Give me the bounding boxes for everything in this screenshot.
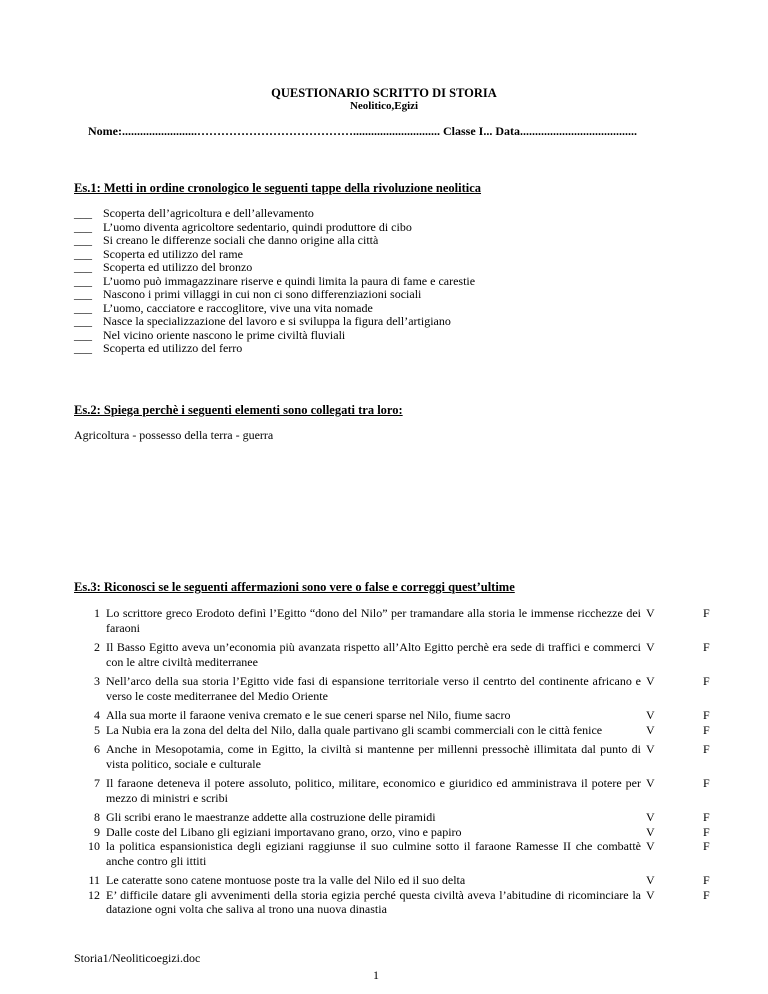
statement-number: 8: [94, 810, 100, 824]
footer-filename: Storia1/Neoliticoegizi.doc: [74, 951, 201, 965]
answer-blank[interactable]: ___: [74, 314, 92, 328]
ordering-item-text: L’uomo, cacciatore e raccoglitore, vive una vita nomade: [103, 300, 373, 315]
statement-row: [78, 810, 710, 868]
answer-blank[interactable]: ___: [74, 260, 92, 274]
ordering-item: [74, 261, 475, 275]
answer-blank[interactable]: ___: [74, 233, 92, 247]
document-subtitle: Neolitico,Egizi: [349, 100, 419, 112]
exercise-1-list: [74, 207, 475, 356]
statement-text: Dalle coste del Libano gli egiziani importavano grano, orzo, vino e papiro: [106, 824, 462, 839]
statement-number: 3: [94, 674, 100, 688]
statement-number: 4: [94, 708, 100, 722]
statement-row: [78, 776, 710, 805]
ordering-item: [74, 234, 475, 248]
statement-text: Il faraone deteneva il potere assoluto, politico, militare, economico e giuridico ed amministrava il potere per mezzo di ministri e scribi: [106, 776, 641, 805]
statement-text: Nell’arco della sua storia l’Egitto vide fasi di espansione territoriale verso il centrto del continente africano e verso le coste mediterranee del Medio Oriente: [106, 674, 641, 703]
false-option[interactable]: F: [703, 722, 710, 737]
exercise-2-heading: Es.2: Spiega perchè i seguenti elementi sono collegati tra loro:: [74, 403, 403, 417]
ordering-item-text: Scoperta dell’agricoltura e dell’allevamento: [103, 206, 314, 220]
page-number: 1: [373, 968, 379, 982]
true-option[interactable]: V: [646, 873, 655, 887]
statement-text: La Nubia era la zona del delta del Nilo, dalla quale partivano gli scambi commerciali con le città fenice: [106, 722, 603, 737]
false-option[interactable]: F: [703, 810, 710, 824]
ordering-item: [74, 329, 475, 343]
ordering-item: [74, 221, 475, 235]
ordering-item-text: L’uomo diventa agricoltore sedentario, quindi produttore di cibo: [103, 219, 412, 234]
statement-text: Gli scribi erano le maestranze addette alla costruzione delle piramidi: [106, 810, 436, 824]
document-title: QUESTIONARIO SCRITTO DI STORIA: [271, 86, 497, 100]
false-option[interactable]: F: [703, 708, 710, 722]
statement-text: la politica espansionistica degli egiziani raggiunse il suo culmine sotto il faraone Ramesse II che combattè anche contro gli ittiti: [106, 839, 641, 868]
false-option[interactable]: F: [703, 674, 710, 688]
statement-number: 9: [94, 824, 100, 839]
true-option[interactable]: V: [646, 708, 655, 722]
answer-blank[interactable]: ___: [74, 327, 92, 342]
answer-blank[interactable]: ___: [74, 300, 92, 315]
ordering-item-text: Nascono i primi villaggi in cui non ci sono differenziazioni sociali: [103, 287, 422, 301]
false-option[interactable]: F: [703, 873, 710, 887]
statement-text: Lo scrittore greco Erodoto definì l’Egitto “dono del Nilo” per tramandare alla storia le immense ricchezze dei faraoni: [106, 606, 641, 635]
student-info-line: Nome:.........................…………………………………............................. Classe I... Data.......................................: [88, 124, 637, 138]
true-option[interactable]: V: [646, 674, 655, 688]
answer-blank[interactable]: ___: [74, 287, 92, 301]
exercise-3-heading: Es.3: Riconosci se le seguenti affermazioni sono vere o false e correggi quest’ultime: [74, 580, 515, 594]
statement-text: Alla sua morte il faraone veniva cremato e le sue ceneri sparse nel Nilo, fiume sacro: [106, 708, 511, 722]
true-option[interactable]: V: [646, 824, 655, 839]
true-option[interactable]: V: [646, 606, 655, 620]
ordering-item-text: Scoperta ed utilizzo del bronzo: [103, 260, 253, 274]
statement-number: 6: [94, 742, 100, 756]
true-option[interactable]: V: [646, 742, 655, 756]
ordering-item-text: Si creano le differenze sociali che danno origine alla città: [103, 233, 379, 247]
answer-blank[interactable]: ___: [74, 341, 92, 355]
exercise-2-prompt: Agricoltura - possesso della terra - guerra: [74, 428, 274, 442]
true-option[interactable]: V: [646, 722, 655, 737]
ordering-item-text: Nel vicino oriente nascono le prime civiltà fluviali: [103, 327, 346, 342]
ordering-item: [74, 342, 475, 356]
ordering-item: [74, 302, 475, 316]
statement-row: [78, 640, 710, 669]
statement-row: [78, 742, 710, 771]
false-option[interactable]: F: [703, 640, 710, 654]
ordering-item: [74, 248, 475, 262]
statement-number: 12: [88, 887, 100, 902]
true-option[interactable]: V: [646, 839, 655, 853]
statement-number: 11: [88, 873, 100, 887]
answer-blank[interactable]: ___: [74, 206, 92, 220]
true-option[interactable]: V: [646, 810, 655, 824]
ordering-item: [74, 315, 475, 329]
statement-text: E’ difficile datare gli avvenimenti della storia egizia perché questa civiltà aveva l’abitudine di ricominciare la datazione ogni volta che saliva al trono una nuova dinastia: [106, 887, 641, 916]
statement-number: 5: [94, 722, 100, 737]
false-option[interactable]: F: [703, 776, 710, 790]
false-option[interactable]: F: [703, 839, 710, 853]
statement-text: Le cateratte sono catene montuose poste tra la valle del Nilo ed il suo delta: [106, 873, 466, 887]
ordering-item: [74, 288, 475, 302]
false-option[interactable]: F: [703, 824, 710, 839]
exercise-1-heading: Es.1: Metti in ordine cronologico le seguenti tappe della rivoluzione neolitica: [74, 181, 482, 195]
statement-number: 10: [88, 839, 100, 853]
ordering-item-text: L’uomo può immagazzinare riserve e quindi limita la paura di fame e carestie: [103, 273, 476, 288]
false-option[interactable]: F: [703, 742, 710, 756]
statement-number: 2: [94, 640, 100, 654]
statement-row: [78, 873, 710, 917]
answer-blank[interactable]: ___: [74, 273, 92, 288]
answer-blank[interactable]: ___: [74, 219, 92, 234]
statement-row: [78, 606, 710, 635]
answer-blank[interactable]: ___: [74, 246, 92, 261]
statement-row: [78, 674, 710, 703]
statement-text: Il Basso Egitto aveva un’economia più avanzata rispetto all’Alto Egitto perchè era sede di traffici e commerci con le altre civiltà mediterranee: [106, 640, 641, 669]
false-option[interactable]: F: [703, 606, 710, 620]
true-option[interactable]: V: [646, 887, 655, 902]
true-false-table: [78, 606, 710, 917]
statement-text: Anche in Mesopotamia, come in Egitto, la civiltà si mantenne per millenni pressochè illimitata dal punto di vista politico, sociale e culturale: [106, 742, 641, 771]
true-option[interactable]: V: [646, 776, 655, 790]
ordering-item: [74, 275, 475, 289]
true-option[interactable]: V: [646, 640, 655, 654]
statement-number: 7: [94, 776, 100, 790]
ordering-item-text: Nasce la specializzazione del lavoro e si sviluppa la figura dell’artigiano: [103, 314, 451, 328]
ordering-item-text: Scoperta ed utilizzo del ferro: [103, 341, 243, 355]
ordering-item-text: Scoperta ed utilizzo del rame: [103, 246, 243, 261]
statement-number: 1: [94, 606, 100, 620]
statement-row: [78, 708, 710, 737]
false-option[interactable]: F: [703, 887, 710, 902]
ordering-item: [74, 207, 475, 221]
